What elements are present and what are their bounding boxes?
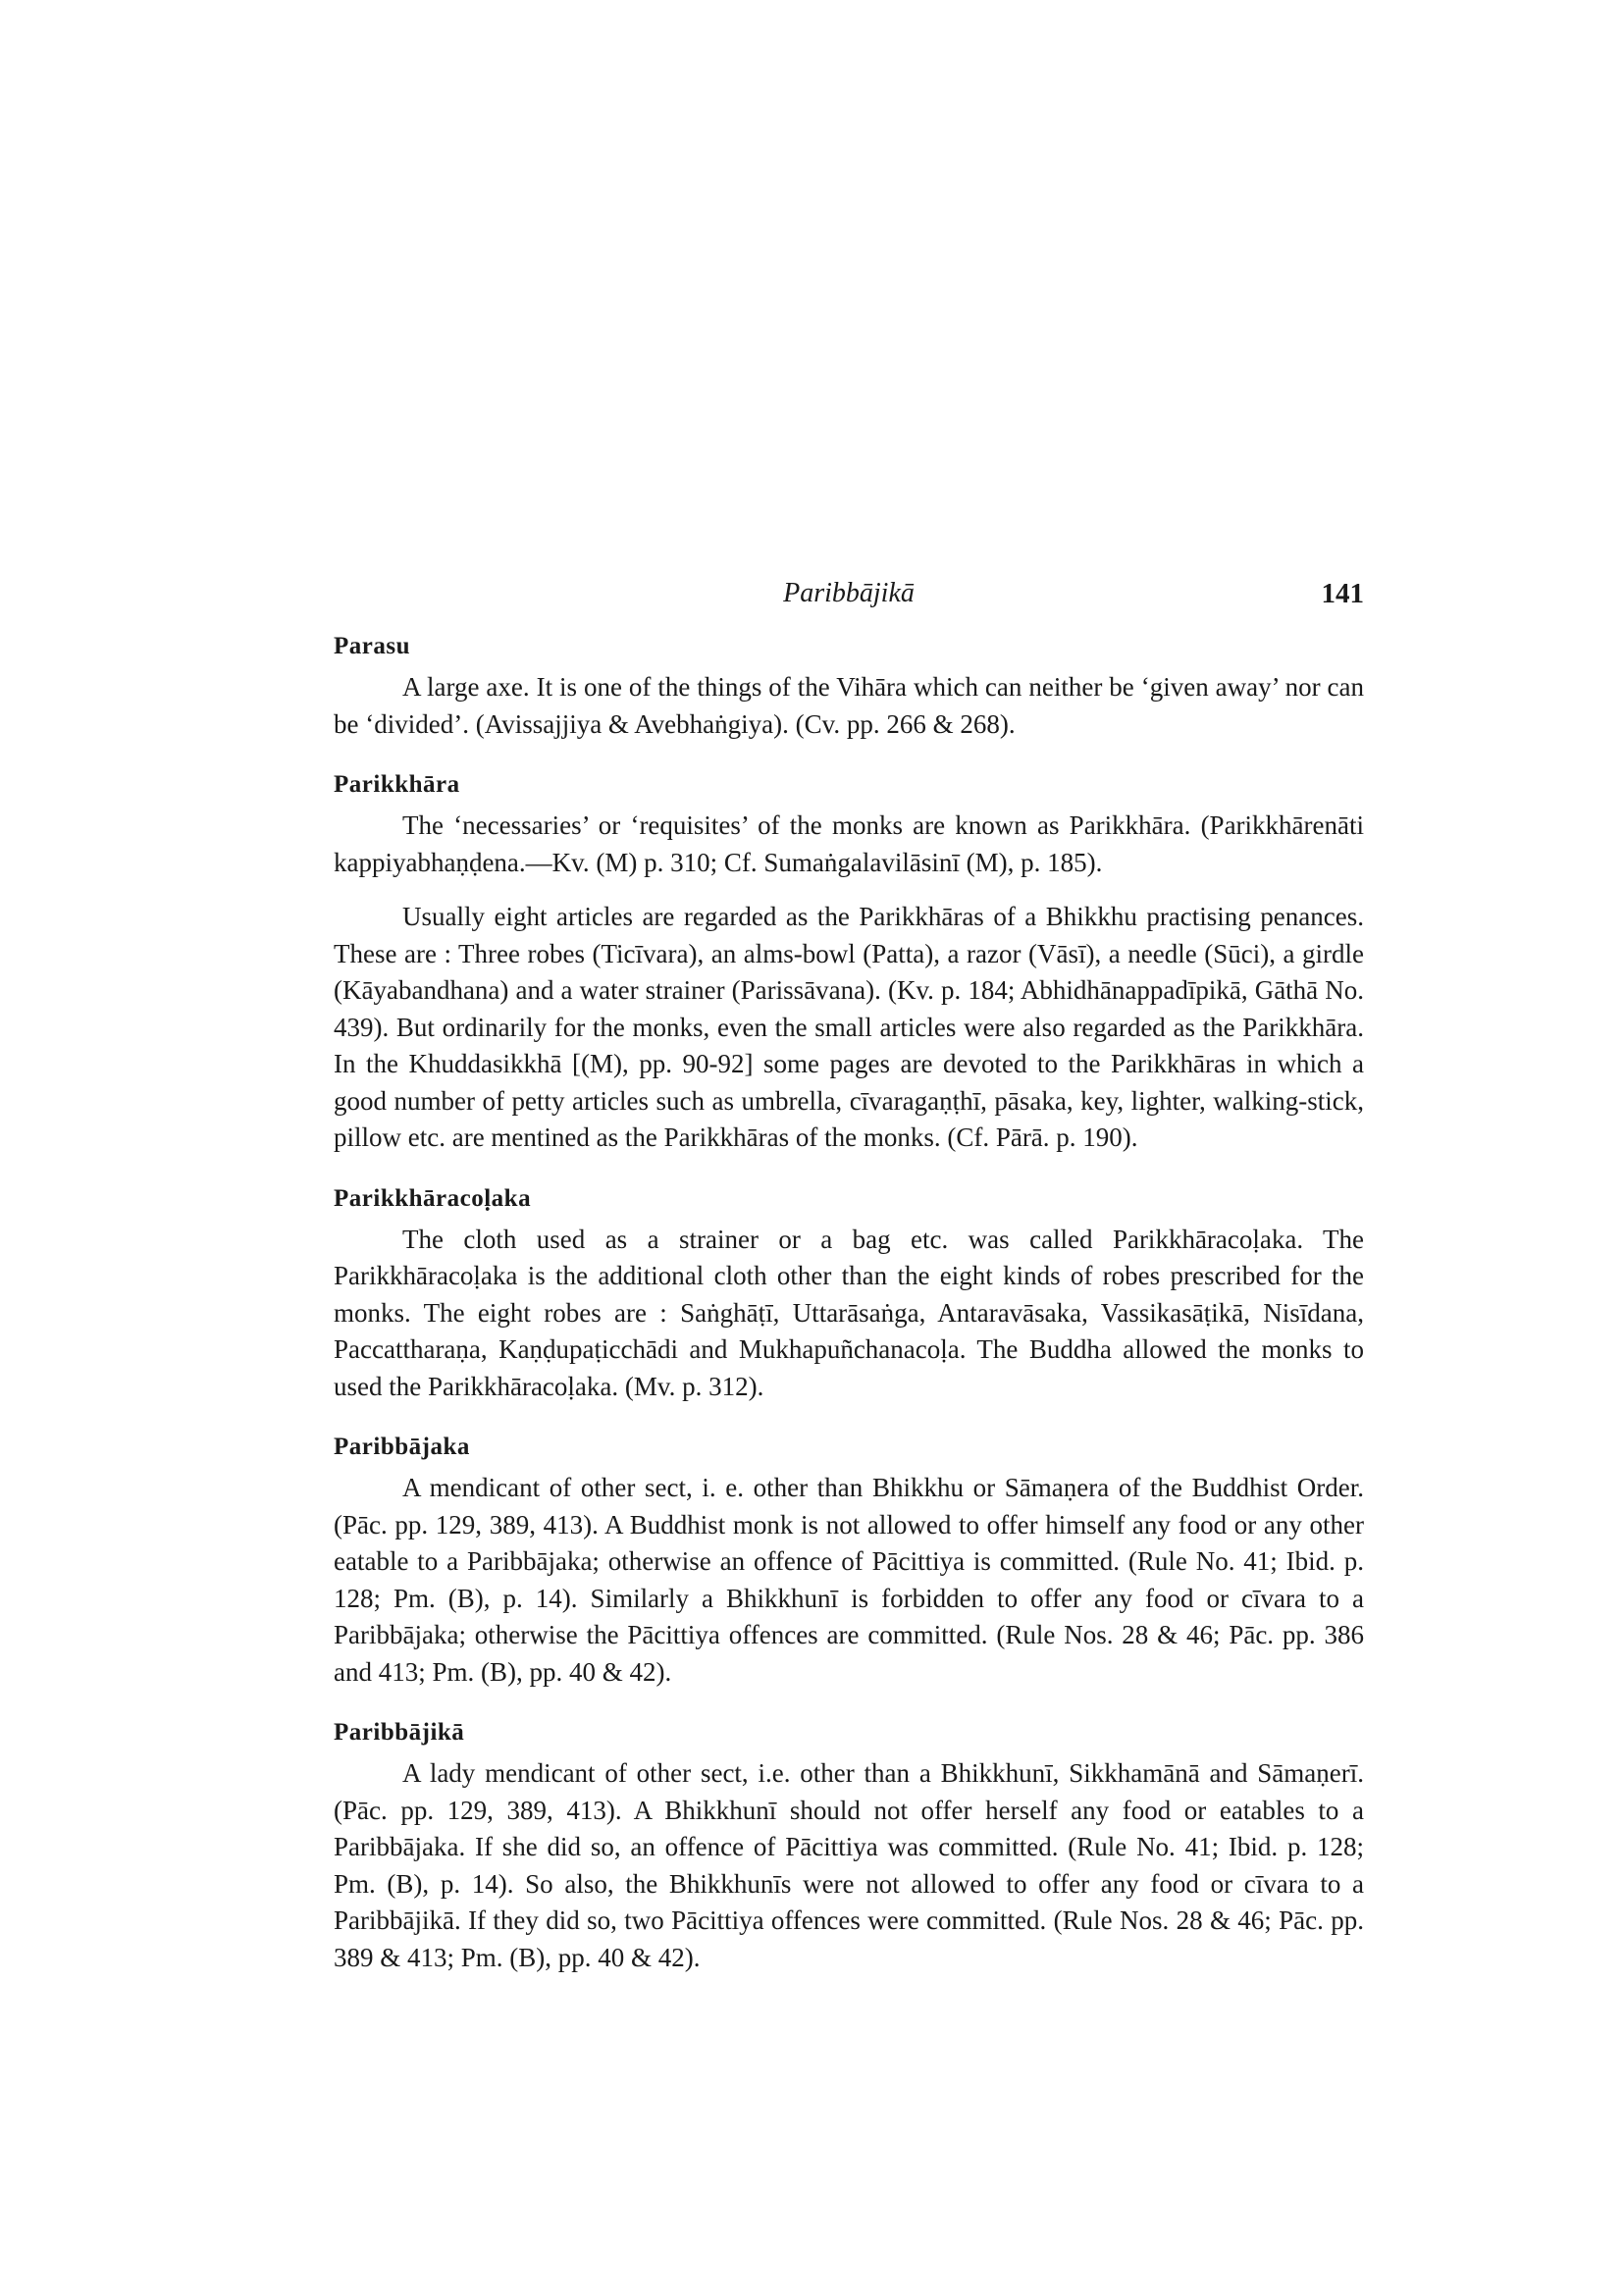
definition-paragraph: A mendicant of other sect, i. e. other than Bhikkhu or Sāmaṇera of the Buddhist Order. (Pāc. pp. 129, 389, 413). A Buddhist monk is not allowed to offer himself any food or any other eatable to a Paribbājaka; otherwise an offence of Pācittiya is committed. (Rule No. 41; Ibid. p. 128; Pm. (B), p. 14). Similarly a Bhikkhunī is forbidden to offer any food or cīvara to a Paribbājaka; otherwise the Pācittiya offences are committed. (Rule Nos. 28 & 46; Pāc. pp. 386 and 413; Pm. (B), pp. 40 & 42). bbox=[334, 1473, 1364, 1687]
running-head bbox=[334, 574, 1364, 613]
definition-paragraph: The ‘necessaries’ or ‘requisites’ of the monks are known as Parikkhāra. (Parikkhārenāti kappiyabhaṇḍena.—Kv. (M) p. 310; Cf. Sumaṅgalavilāsinī (M), p. 185). bbox=[334, 810, 1364, 877]
running-title: Paribbājikā bbox=[783, 578, 915, 608]
headword: Parasu bbox=[334, 633, 410, 659]
headword: Paribbājaka bbox=[334, 1434, 470, 1460]
headword: Paribbājikā bbox=[334, 1719, 465, 1746]
page-number: 141 bbox=[1321, 578, 1364, 609]
definition-paragraph: A large axe. It is one of the things of the Vihāra which can neither be ‘given away’ nor can be ‘divided’. (Avissajjiya & Avebhaṅgiya). (Cv. pp. 266 & 268). bbox=[334, 672, 1364, 739]
entry-parikkharacolaka bbox=[334, 1182, 1364, 1406]
definition-paragraph: A lady mendicant of other sect, i.e. other than a Bhikkhunī, Sikkhamānā and Sāmaṇerī. (Pāc. pp. 129, 389, 413). A Bhikkhunī should not offer herself any food or eatables to a Paribbājaka. If she did so, an offence of Pācittiya was committed. (Rule No. 41; Ibid. p. 128; Pm. (B), p. 14). So also, the Bhikkhunīs were not allowed to offer any food or cīvara to a Paribbājikā. If they did so, two Pācittiya offences were committed. (Rule Nos. 28 & 46; Pāc. pp. 389 & 413; Pm. (B), pp. 40 & 42). bbox=[334, 1758, 1364, 1972]
entry-parikkhara bbox=[334, 768, 1364, 1157]
dictionary-content bbox=[334, 630, 1364, 2002]
definition-paragraph: The cloth used as a strainer or a bag etc. was called Parikkhāracoḷaka. The Parikkhāracoḷaka is the additional cloth other than the eight kinds of robes prescribed for the monks. The eight robes are : Saṅghāṭī, Uttarāsaṅga, Antaravāsaka, Vassikasāṭikā, Nisīdana, Paccattharaṇa, Kaṇḍupaṭicchādi and Mukhapuñchanacoḷa. The Buddha allowed the monks to used the Parikkhāracoḷaka. (Mv. p. 312). bbox=[334, 1224, 1364, 1401]
entry-parasu bbox=[334, 630, 1364, 743]
entry-paribbajaka bbox=[334, 1431, 1364, 1691]
headword: Parikkhāra bbox=[334, 771, 460, 798]
definition-paragraph: Usually eight articles are regarded as the Parikkhāras of a Bhikkhu practising penances. These are : Three robes (Ticīvara), an alms-bowl (Patta), a razor (Vāsī), a needle (Sūci), a girdle (Kāyabandhana) and a water strainer (Parissāvana). (Kv. p. 184; Abhidhānappadīpikā, Gāthā No. 439). But ordinarily for the monks, even the small articles were also regarded as the Parikkhāra. In the Khuddasikkhā [(M), pp. 90-92] some pages are devoted to the Parikkhāras in which a good number of petty articles such as umbrella, cīvaragaṇṭhī, pāsaka, key, lighter, walking-stick, pillow etc. are mentined as the Parikkhāras of the monks. (Cf. Pārā. p. 190). bbox=[334, 902, 1364, 1152]
headword: Parikkhāracoḷaka bbox=[334, 1184, 532, 1212]
entry-paribbajika bbox=[334, 1716, 1364, 1976]
